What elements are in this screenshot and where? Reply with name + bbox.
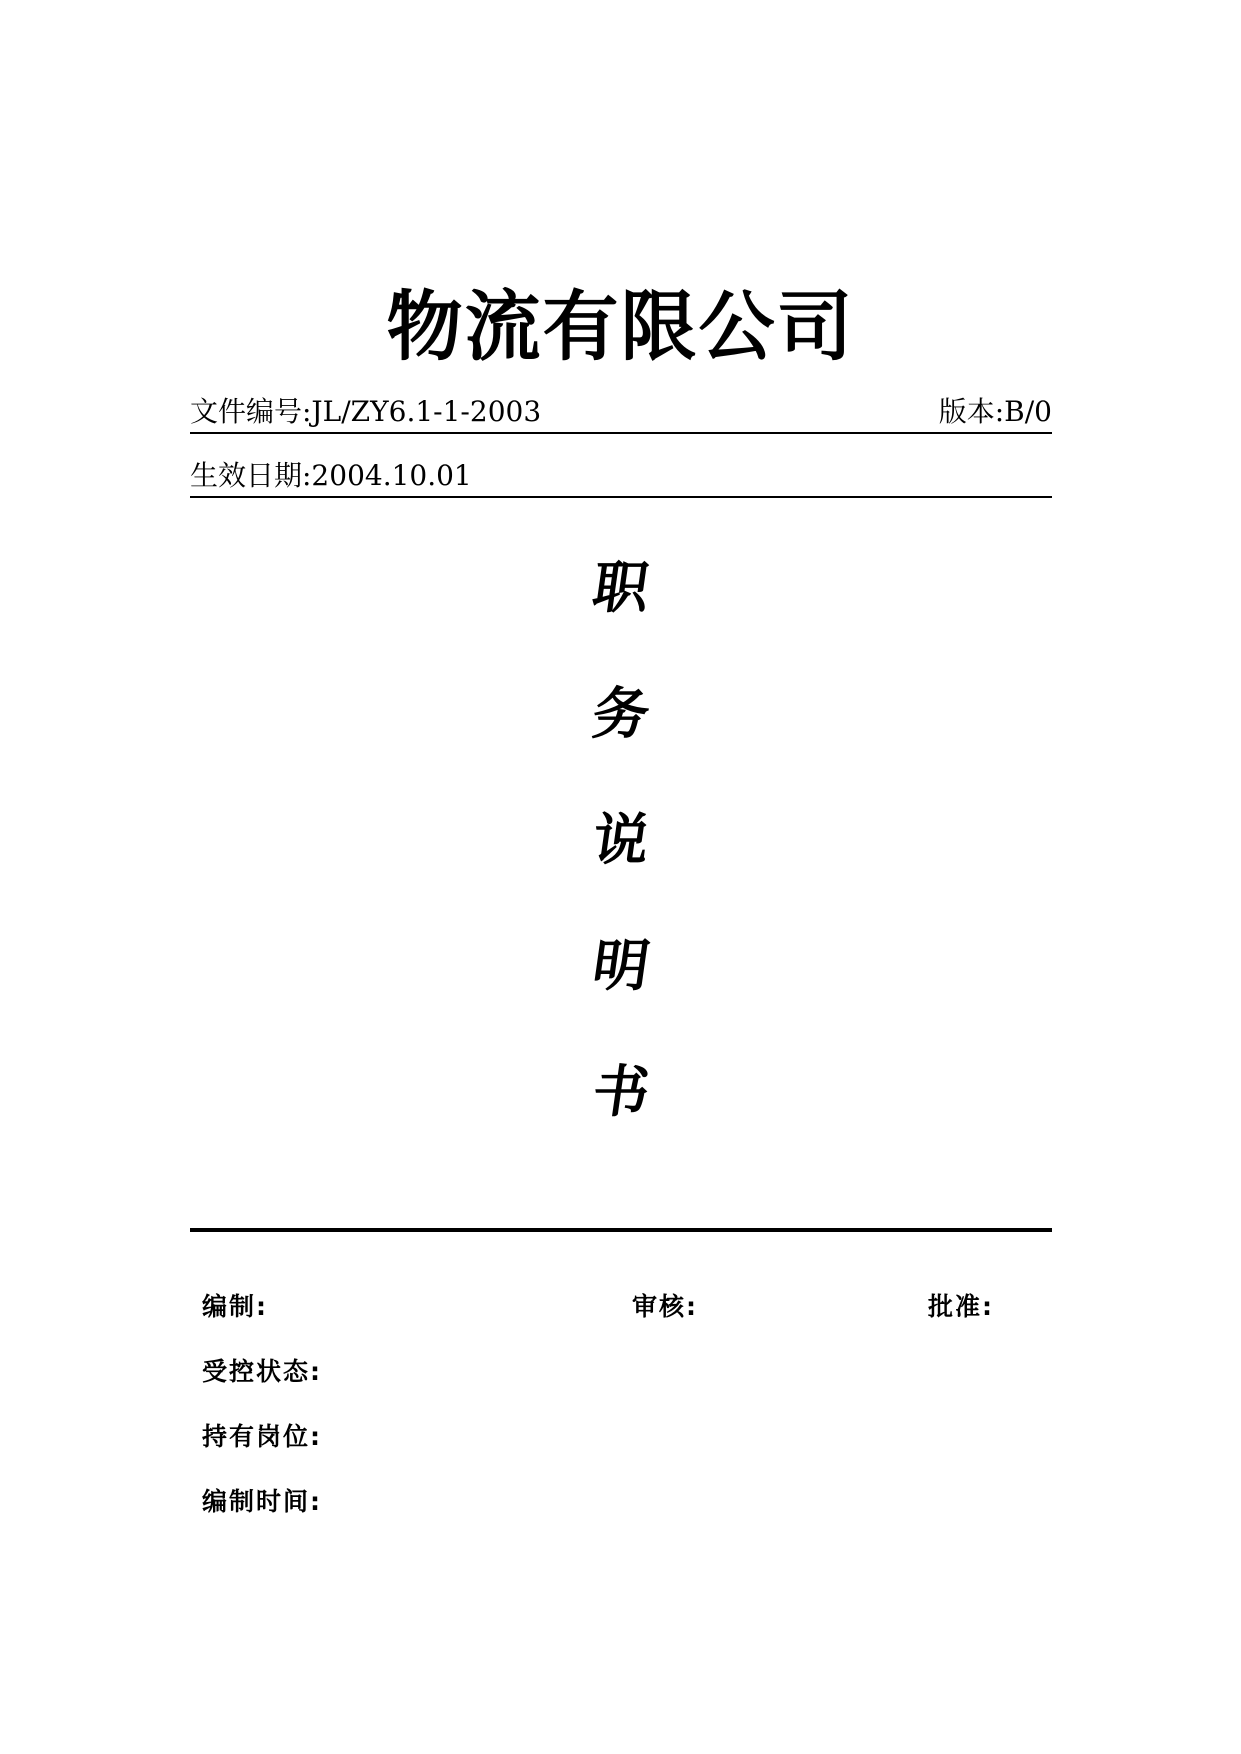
title-char: 职 [587, 555, 654, 621]
doc-info-line [190, 394, 1052, 434]
section-divider [190, 1228, 1052, 1232]
doc-version: 版本:B/0 [938, 395, 1052, 428]
doc-number: 文件编号:JL/ZY6.1-1-2003 [190, 395, 542, 428]
prepared-by-label: 编制: [202, 1292, 268, 1321]
reviewed-by-label: 审核: [632, 1292, 698, 1321]
effective-date-line [190, 458, 1052, 498]
title-char: 明 [587, 933, 654, 999]
prepared-time-label: 编制时间: [202, 1487, 322, 1516]
effective-date: 生效日期:2004.10.01 [190, 459, 472, 492]
title-char: 说 [587, 807, 654, 873]
approved-by-label: 批准: [928, 1292, 994, 1321]
control-status-label: 受控状态: [202, 1357, 322, 1386]
holding-post-label: 持有岗位: [202, 1422, 322, 1451]
title-char: 务 [587, 681, 654, 747]
document-title-vertical [0, 556, 1241, 1186]
title-char: 书 [587, 1059, 654, 1125]
company-title: 物流有限公司 [386, 282, 855, 371]
